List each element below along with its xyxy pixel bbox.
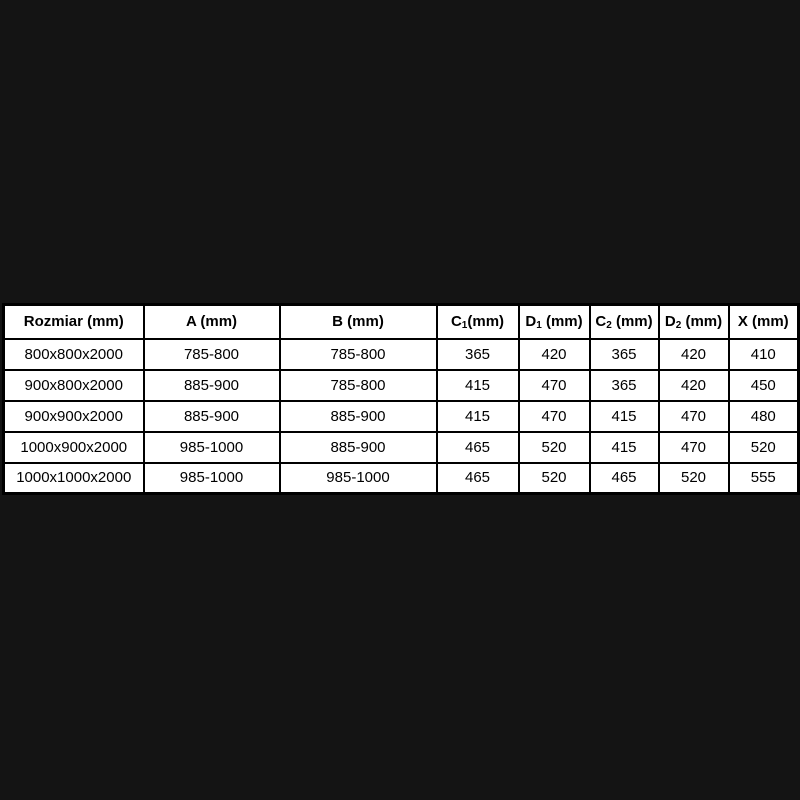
table-row [4, 339, 799, 370]
header-label: A (mm) [185, 313, 238, 331]
column-header-c2 [590, 305, 659, 339]
table-cell: 985-1000 [280, 463, 437, 494]
table-cell: 410 [729, 339, 799, 370]
table-cell: 450 [729, 370, 799, 401]
table-cell: 885-900 [280, 401, 437, 432]
table-cell: 415 [437, 370, 519, 401]
header-label: D [664, 313, 676, 331]
column-header-x [729, 305, 799, 339]
table-cell: 785-800 [280, 370, 437, 401]
table-cell: 470 [519, 370, 590, 401]
table-cell: 465 [437, 432, 519, 463]
table-cell: 985-1000 [144, 432, 280, 463]
table-cell: 900x800x2000 [4, 370, 144, 401]
header-subscript: 2 [606, 320, 612, 332]
header-rest: (mm) [681, 313, 723, 331]
table-cell: 885-900 [144, 401, 280, 432]
table-cell: 520 [519, 463, 590, 494]
header-label: B (mm) [332, 313, 384, 331]
table-cell: 465 [590, 463, 659, 494]
table-cell: 1000x900x2000 [4, 432, 144, 463]
table-cell: 800x800x2000 [4, 339, 144, 370]
table-cell: 365 [590, 339, 659, 370]
header-rest: (mm) [611, 313, 653, 331]
table-cell: 365 [590, 370, 659, 401]
table-cell: 470 [659, 432, 729, 463]
column-header-c1 [437, 305, 519, 339]
table-row [4, 432, 799, 463]
table-cell: 885-900 [280, 432, 437, 463]
column-header-a [144, 305, 280, 339]
table-cell: 415 [590, 401, 659, 432]
table-cell: 365 [437, 339, 519, 370]
column-header-rozmiar [4, 305, 144, 339]
table-cell: 985-1000 [144, 463, 280, 494]
table-cell: 555 [729, 463, 799, 494]
table-cell: 420 [659, 339, 729, 370]
table-cell: 420 [519, 339, 590, 370]
header-rest: (mm) [541, 313, 583, 331]
table-cell: 420 [659, 370, 729, 401]
table-cell: 415 [437, 401, 519, 432]
table-cell: 470 [519, 401, 590, 432]
table-cell: 520 [519, 432, 590, 463]
table-row [4, 401, 799, 432]
header-row [4, 305, 799, 339]
table-cell: 415 [590, 432, 659, 463]
table-cell: 885-900 [144, 370, 280, 401]
table-cell: 465 [437, 463, 519, 494]
header-label: C [450, 313, 462, 331]
column-header-b [280, 305, 437, 339]
header-subscript: 1 [536, 320, 542, 332]
table-cell: 520 [729, 432, 799, 463]
table-row [4, 370, 799, 401]
column-header-d2 [659, 305, 729, 339]
table-cell: 1000x1000x2000 [4, 463, 144, 494]
column-header-d1 [519, 305, 590, 339]
table-cell: 520 [659, 463, 729, 494]
table-row [4, 463, 799, 494]
header-label: C [595, 313, 607, 331]
table-cell: 785-800 [144, 339, 280, 370]
header-label: X (mm) [737, 313, 789, 331]
header-subscript: 2 [675, 320, 682, 332]
table-cell: 470 [659, 401, 729, 432]
size-spec-table [2, 303, 800, 495]
table-cell: 900x900x2000 [4, 401, 144, 432]
header-rest: (mm) [467, 313, 505, 331]
table-cell: 785-800 [280, 339, 437, 370]
header-label: Rozmiar (mm) [23, 313, 124, 331]
header-label: D [525, 313, 537, 331]
table-cell: 480 [729, 401, 799, 432]
header-subscript: 1 [461, 320, 468, 332]
